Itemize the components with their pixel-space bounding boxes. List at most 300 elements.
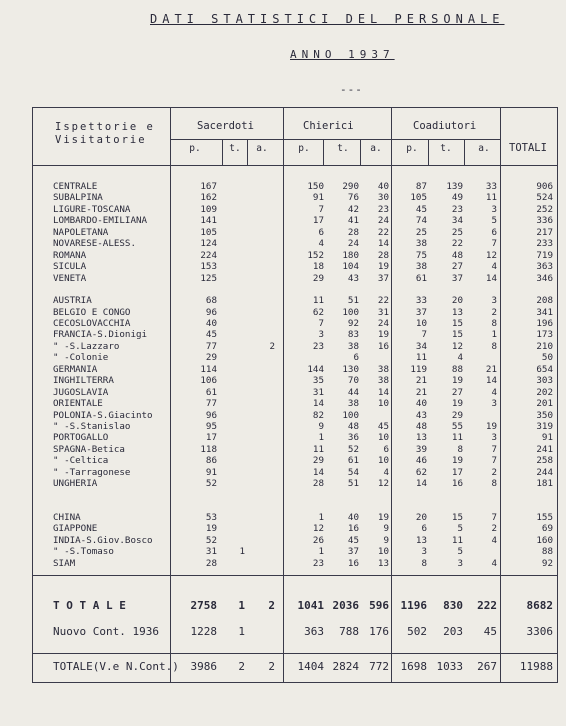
- row-label: " -S.Tomaso: [53, 546, 114, 558]
- cell-tot: 201: [536, 398, 553, 410]
- cell-dt: 3: [457, 557, 463, 569]
- cell-tot: 173: [536, 329, 553, 341]
- cell-dp: 14: [415, 478, 427, 490]
- cell-dt: 12: [451, 340, 463, 352]
- cell-ca: 28: [377, 249, 389, 261]
- table-row: [33, 352, 559, 363]
- cell-ca: 30: [377, 192, 389, 204]
- table-row: [33, 467, 559, 478]
- cell-sp: 167: [200, 181, 217, 192]
- column-divider: [464, 140, 465, 165]
- cell-dp: 20: [415, 511, 427, 523]
- row-label: POLONIA-S.Giacinto: [53, 409, 153, 421]
- row-label: GIAPPONE: [53, 523, 98, 535]
- cell-dt: 5: [457, 523, 463, 535]
- cell-ct: 28: [347, 226, 359, 238]
- cell-dp: 25: [415, 226, 427, 238]
- cell-sp: 45: [205, 329, 217, 341]
- cell-dt: 15: [451, 511, 463, 523]
- cell-da: 21: [485, 363, 497, 375]
- cell-cp: 9: [318, 421, 324, 432]
- cell-dp: 39: [415, 443, 427, 455]
- statistics-table: [32, 107, 558, 683]
- row-label: LIGURE-TOSCANA: [53, 203, 131, 215]
- cell-cp: 29: [312, 272, 324, 284]
- row-label: SICULA: [53, 261, 87, 273]
- cell-tot: 210: [536, 340, 553, 352]
- cell-dp: 62: [415, 466, 427, 478]
- row-label: " -Celtica: [53, 455, 109, 467]
- row-label: LOMBARDO-EMILIANA: [53, 215, 148, 227]
- cell-da: 12: [485, 249, 497, 261]
- cell-sp: 162: [200, 192, 217, 204]
- cell-dp: 46: [415, 455, 427, 467]
- cell-da: 2: [491, 523, 497, 535]
- cell-dt: 16: [451, 478, 463, 490]
- cell-cp: 23: [312, 557, 324, 569]
- row-label: CHINA: [53, 511, 81, 523]
- cell-ct: 52: [347, 443, 359, 455]
- cell-tot: 319: [536, 421, 553, 432]
- cell-tot: 719: [536, 249, 553, 261]
- cell-ca: 23: [377, 203, 389, 215]
- cell-da: 4: [491, 557, 497, 569]
- cell-dt: 203: [443, 625, 463, 638]
- cell-dp: 37: [415, 306, 427, 318]
- cell-cp: 144: [307, 363, 324, 375]
- cell-sp: 118: [200, 443, 217, 455]
- cell-ca: 24: [377, 215, 389, 227]
- cell-ca: 16: [377, 340, 389, 352]
- cell-sp: 96: [205, 409, 217, 421]
- cell-sp: 52: [205, 534, 217, 546]
- cell-dp: 21: [415, 375, 427, 387]
- cell-ct: 24: [347, 238, 359, 250]
- cell-ca: 14: [377, 386, 389, 398]
- cell-da: 7: [491, 455, 497, 467]
- cell-dp: 40: [415, 398, 427, 410]
- table-row: [33, 398, 559, 409]
- cell-tot: 8682: [526, 599, 553, 612]
- cell-dp: 48: [415, 421, 427, 432]
- cell-dt: 5: [457, 546, 463, 558]
- table-row: [33, 273, 559, 284]
- cell-ct: 61: [347, 455, 359, 467]
- cell-tot: 336: [536, 215, 553, 227]
- cell-sp: 68: [205, 295, 217, 307]
- cell-ca: 176: [369, 625, 389, 638]
- cell-cp: 150: [307, 181, 324, 192]
- cell-da: 222: [477, 599, 497, 612]
- cell-cp: 62: [312, 306, 324, 318]
- cell-sp: 109: [200, 203, 217, 215]
- row-label: " -Tarragonese: [53, 466, 131, 478]
- cell-ct: 42: [347, 203, 359, 215]
- cell-tot: 363: [536, 261, 553, 273]
- cell-cp: 7: [318, 203, 324, 215]
- cell-ct: 76: [347, 192, 359, 204]
- header-chierici: Chierici: [303, 120, 354, 132]
- cell-ca: 772: [369, 660, 389, 673]
- cell-dt: 29: [451, 409, 463, 421]
- cell-ct: 38: [347, 340, 359, 352]
- cell-dt: 15: [451, 329, 463, 341]
- cell-st: 1: [238, 599, 245, 612]
- cell-dp: 13: [415, 534, 427, 546]
- cell-ca: 22: [377, 295, 389, 307]
- cell-tot: 50: [541, 352, 553, 364]
- row-label: BELGIO E CONGO: [53, 306, 131, 318]
- document-title: DATI STATISTICI DEL PERSONALE: [150, 12, 505, 26]
- cell-cp: 1: [318, 546, 324, 558]
- cell-cp: 1: [318, 432, 324, 444]
- table-row: [33, 364, 559, 375]
- header-divider: [170, 139, 500, 140]
- cell-dt: 1033: [436, 660, 463, 673]
- cell-da: 2: [491, 306, 497, 318]
- cell-ct: 43: [347, 272, 359, 284]
- cell-st: 1: [238, 625, 245, 638]
- cell-dp: 10: [415, 317, 427, 329]
- row-label: SUBALPINA: [53, 192, 103, 204]
- table-row: [33, 523, 559, 534]
- cell-cp: 1041: [297, 599, 324, 612]
- cell-dt: 49: [451, 192, 463, 204]
- cell-tot: 91: [541, 432, 553, 444]
- cell-da: 3: [491, 398, 497, 410]
- table-row: [33, 227, 559, 238]
- cell-sp: 28: [205, 557, 217, 569]
- cell-sp: 105: [200, 226, 217, 238]
- cell-da: 11: [485, 192, 497, 204]
- cell-dp: 38: [415, 238, 427, 250]
- cell-cp: 35: [312, 375, 324, 387]
- cell-tot: 217: [536, 226, 553, 238]
- table-row: [33, 421, 559, 432]
- cell-tot: 341: [536, 306, 553, 318]
- cell-da: 8: [491, 317, 497, 329]
- subheader-a: a.: [370, 143, 382, 154]
- cell-dt: 88: [451, 363, 463, 375]
- cell-ca: 22: [377, 226, 389, 238]
- row-label: NOVARESE-ALESS.: [53, 238, 136, 250]
- cell-sp: 96: [205, 306, 217, 318]
- subheader-p: p.: [298, 143, 310, 154]
- cell-cp: 14: [312, 398, 324, 410]
- cell-dt: 17: [451, 466, 463, 478]
- table-row: [33, 204, 559, 215]
- cell-tot: 181: [536, 478, 553, 490]
- cell-dt: 19: [451, 398, 463, 410]
- cell-dp: 38: [415, 261, 427, 273]
- cell-dt: 34: [451, 215, 463, 227]
- cell-tot: 160: [536, 534, 553, 546]
- cell-dt: 27: [451, 386, 463, 398]
- cell-dp: 21: [415, 386, 427, 398]
- row-label: T O T A L E: [53, 599, 126, 612]
- cell-da: 14: [485, 375, 497, 387]
- cell-tot: 208: [536, 295, 553, 307]
- row-label: UNGHERIA: [53, 478, 98, 490]
- cell-ca: 14: [377, 238, 389, 250]
- cell-da: 3: [491, 432, 497, 444]
- cell-dp: 502: [407, 625, 427, 638]
- subheader-a: a.: [478, 143, 490, 154]
- cell-sp: 124: [200, 238, 217, 250]
- cell-dp: 43: [415, 409, 427, 421]
- cell-dt: 13: [451, 306, 463, 318]
- cell-tot: 252: [536, 203, 553, 215]
- cell-ct: 788: [339, 625, 359, 638]
- cell-ct: 100: [342, 306, 359, 318]
- cell-ca: 596: [369, 599, 389, 612]
- cell-da: 4: [491, 534, 497, 546]
- cell-ct: 6: [353, 352, 359, 364]
- cell-cp: 12: [312, 523, 324, 535]
- cell-dp: 75: [415, 249, 427, 261]
- header-divider: [33, 165, 557, 166]
- cell-sp: 77: [205, 398, 217, 410]
- cell-ca: 19: [377, 261, 389, 273]
- cell-dt: 37: [451, 272, 463, 284]
- cell-dp: 8: [421, 557, 427, 569]
- cell-sp: 61: [205, 386, 217, 398]
- cell-da: 8: [491, 478, 497, 490]
- cell-tot: 11988: [519, 660, 553, 673]
- cell-ct: 130: [342, 363, 359, 375]
- totals-row: [33, 600, 559, 611]
- row-label: GERMANIA: [53, 363, 98, 375]
- cell-sp: 29: [205, 352, 217, 364]
- cell-cp: 11: [312, 443, 324, 455]
- cell-dt: 20: [451, 295, 463, 307]
- table-row: [33, 558, 559, 569]
- cell-dp: 105: [410, 192, 427, 204]
- cell-dt: 25: [451, 226, 463, 238]
- cell-da: 2: [491, 466, 497, 478]
- cell-tot: 233: [536, 238, 553, 250]
- cell-cp: 82: [312, 409, 324, 421]
- cell-ct: 83: [347, 329, 359, 341]
- cell-ca: 9: [383, 534, 389, 546]
- cell-tot: 350: [536, 409, 553, 421]
- cell-dp: 3: [421, 546, 427, 558]
- cell-ct: 38: [347, 398, 359, 410]
- cell-cp: 17: [312, 215, 324, 227]
- cell-dp: 13: [415, 432, 427, 444]
- cell-sp: 2758: [190, 599, 217, 612]
- cell-dp: 87: [415, 181, 427, 192]
- cell-ca: 10: [377, 398, 389, 410]
- totals-row: [33, 661, 559, 672]
- cell-dt: 830: [443, 599, 463, 612]
- cell-ct: 41: [347, 215, 359, 227]
- cell-tot: 654: [536, 363, 553, 375]
- cell-cp: 6: [318, 226, 324, 238]
- table-row: [33, 546, 559, 557]
- cell-dt: 4: [457, 352, 463, 364]
- cell-ct: 45: [347, 534, 359, 546]
- row-label: CENTRALE: [53, 181, 98, 192]
- cell-ct: 44: [347, 386, 359, 398]
- subheader-p: p.: [406, 143, 418, 154]
- cell-sp: 19: [205, 523, 217, 535]
- table-row: [33, 375, 559, 386]
- cell-da: 3: [491, 203, 497, 215]
- cell-st: 2: [238, 660, 245, 673]
- table-row: [33, 250, 559, 261]
- cell-sp: 31: [205, 546, 217, 558]
- cell-ct: 180: [342, 249, 359, 261]
- cell-tot: 69: [541, 523, 553, 535]
- subheader-p: p.: [189, 143, 201, 154]
- cell-tot: 3306: [526, 625, 553, 638]
- cell-da: 8: [491, 340, 497, 352]
- cell-sp: 77: [205, 340, 217, 352]
- row-label: SPAGNA-Betica: [53, 443, 125, 455]
- cell-tot: 303: [536, 375, 553, 387]
- column-divider: [323, 140, 324, 165]
- cell-sp: 91: [205, 466, 217, 478]
- cell-da: 7: [491, 238, 497, 250]
- cell-da: 45: [483, 625, 497, 638]
- row-label: TOTALE(V.e N.Cont.): [53, 660, 179, 673]
- cell-sa: 2: [269, 340, 275, 352]
- subheader-t: t.: [337, 143, 349, 154]
- cell-sp: 17: [205, 432, 217, 444]
- cell-ct: 2824: [332, 660, 359, 673]
- table-row: [33, 478, 559, 489]
- cell-tot: 244: [536, 466, 553, 478]
- row-label: VENETA: [53, 272, 87, 284]
- cell-da: 7: [491, 511, 497, 523]
- cell-cp: 28: [312, 478, 324, 490]
- subheader-t: t.: [440, 143, 452, 154]
- table-row: [33, 318, 559, 329]
- header-ispettorie: Ispettorie e Visitatorie: [55, 121, 155, 146]
- cell-sp: 224: [200, 249, 217, 261]
- table-row: [33, 261, 559, 272]
- table-row: [33, 329, 559, 340]
- cell-dt: 55: [451, 421, 463, 432]
- cell-ca: 38: [377, 363, 389, 375]
- cell-dt: 11: [451, 432, 463, 444]
- table-row: [33, 238, 559, 249]
- cell-sp: 3986: [190, 660, 217, 673]
- row-label: NAPOLETANA: [53, 226, 109, 238]
- cell-dp: 1196: [400, 599, 427, 612]
- cell-ct: 48: [347, 421, 359, 432]
- cell-dp: 11: [415, 352, 427, 364]
- cell-cp: 18: [312, 261, 324, 273]
- table-row: [33, 215, 559, 226]
- cell-ca: 19: [377, 329, 389, 341]
- cell-cp: 91: [312, 192, 324, 204]
- header-coadiutori: Coadiutori: [413, 120, 477, 132]
- cell-ct: 51: [347, 478, 359, 490]
- cell-cp: 4: [318, 238, 324, 250]
- cell-ca: 4: [383, 466, 389, 478]
- row-label: CECOSLOVACCHIA: [53, 317, 131, 329]
- cell-dp: 34: [415, 340, 427, 352]
- cell-ct: 2036: [332, 599, 359, 612]
- table-row: [33, 192, 559, 203]
- cell-ct: 16: [347, 523, 359, 535]
- cell-cp: 7: [318, 317, 324, 329]
- cell-ca: 13: [377, 557, 389, 569]
- cell-tot: 258: [536, 455, 553, 467]
- cell-cp: 363: [304, 625, 324, 638]
- cell-ca: 40: [377, 181, 389, 192]
- row-label: " -S.Lazzaro: [53, 340, 120, 352]
- cell-dp: 61: [415, 272, 427, 284]
- row-label: SIAM: [53, 557, 76, 569]
- cell-sp: 114: [200, 363, 217, 375]
- cell-da: 14: [485, 272, 497, 284]
- cell-sp: 106: [200, 375, 217, 387]
- cell-da: 5: [491, 215, 497, 227]
- table-row: [33, 512, 559, 523]
- cell-dt: 22: [451, 238, 463, 250]
- cell-ct: 36: [347, 432, 359, 444]
- cell-ca: 24: [377, 317, 389, 329]
- cell-sp: 141: [200, 215, 217, 227]
- header-sacerdoti: Sacerdoti: [197, 120, 254, 132]
- row-label: PORTOGALLO: [53, 432, 109, 444]
- cell-sa: 2: [268, 660, 275, 673]
- cell-ca: 38: [377, 375, 389, 387]
- cell-sp: 40: [205, 317, 217, 329]
- table-row: [33, 455, 559, 466]
- subheader-a: a.: [256, 143, 268, 154]
- cell-cp: 3: [318, 329, 324, 341]
- cell-tot: 92: [541, 557, 553, 569]
- cell-da: 7: [491, 443, 497, 455]
- cell-ca: 37: [377, 272, 389, 284]
- cell-cp: 11: [312, 295, 324, 307]
- table-row: [33, 387, 559, 398]
- cell-ct: 54: [347, 466, 359, 478]
- cell-dp: 1698: [400, 660, 427, 673]
- cell-cp: 14: [312, 466, 324, 478]
- row-label: AUSTRIA: [53, 295, 92, 307]
- cell-da: 6: [491, 226, 497, 238]
- cell-tot: 155: [536, 511, 553, 523]
- cell-ct: 51: [347, 295, 359, 307]
- document-year: ANNO 1937: [290, 48, 395, 61]
- cell-dt: 23: [451, 203, 463, 215]
- totals-divider: [33, 653, 557, 654]
- cell-da: 1: [491, 329, 497, 341]
- cell-da: 4: [491, 261, 497, 273]
- cell-ca: 12: [377, 478, 389, 490]
- row-label: " -Colonie: [53, 352, 109, 364]
- row-label: INDIA-S.Giov.Bosco: [53, 534, 153, 546]
- table-row: [33, 410, 559, 421]
- cell-ca: 19: [377, 511, 389, 523]
- table-row: [33, 295, 559, 306]
- cell-dp: 45: [415, 203, 427, 215]
- cell-ct: 290: [342, 181, 359, 192]
- cell-dt: 19: [451, 375, 463, 387]
- table-row: [33, 341, 559, 352]
- cell-cp: 23: [312, 340, 324, 352]
- cell-dp: 74: [415, 215, 427, 227]
- cell-tot: 88: [541, 546, 553, 558]
- table-row: [33, 181, 559, 192]
- cell-dt: 11: [451, 534, 463, 546]
- cell-cp: 31: [312, 386, 324, 398]
